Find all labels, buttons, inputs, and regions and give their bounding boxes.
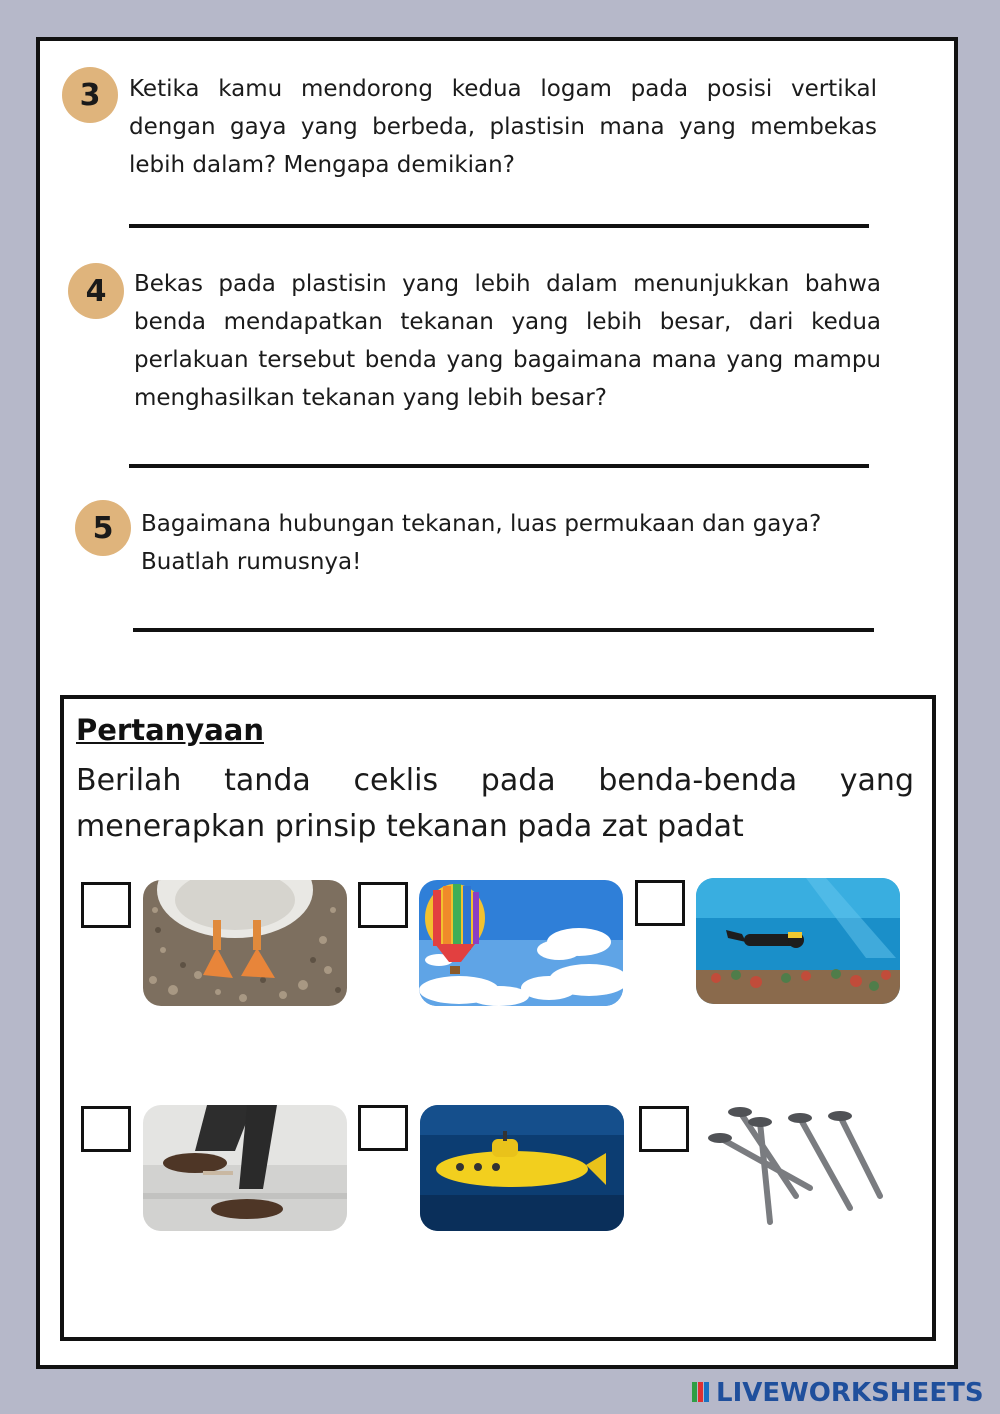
answer-line-4[interactable] bbox=[129, 464, 869, 468]
submarine-photo bbox=[420, 1105, 624, 1231]
liveworksheets-logo-icon bbox=[692, 1380, 712, 1404]
checkbox-nails[interactable] bbox=[639, 1106, 689, 1152]
shoes-photo bbox=[143, 1105, 347, 1231]
checkbox-duck-feet[interactable] bbox=[81, 882, 131, 928]
section-instruction: Berilah tanda ceklis pada benda-benda yang menerapkan prinsip tekanan pada zat padat bbox=[76, 763, 914, 844]
answer-line-5[interactable] bbox=[133, 628, 874, 632]
diver-photo bbox=[696, 878, 900, 1004]
question-4-badge: 4 bbox=[68, 263, 124, 319]
answer-line-3[interactable] bbox=[129, 224, 869, 228]
checkbox-hot-air-balloon[interactable] bbox=[358, 882, 408, 928]
section-title: Pertanyaan bbox=[76, 713, 264, 747]
checkbox-diver[interactable] bbox=[635, 880, 685, 926]
checkbox-shoes[interactable] bbox=[81, 1106, 131, 1152]
question-3-text: Ketika kamu mendorong kedua logam pada posisi vertikal dengan gaya yang berbeda, plastisin mana yang membekas lebih dalam? Mengapa demikian? bbox=[129, 76, 877, 178]
question-5-badge: 5 bbox=[75, 500, 131, 556]
question-4-text: Bekas pada plastisin yang lebih dalam menunjukkan bahwa benda mendapatkan tekanan yang lebih besar, dari kedua perlakuan tersebut benda yang bagaimana mana yang mampu menghasilkan tekanan yang lebih besar? bbox=[134, 271, 881, 411]
question-5-text: Bagaimana hubungan tekanan, luas permukaan dan gaya? Buatlah rumusnya! bbox=[141, 511, 822, 575]
hot-air-balloon-photo bbox=[419, 880, 623, 1006]
question-3-badge: 3 bbox=[62, 67, 118, 123]
brand-name[interactable]: LIVEWORKSHEETS bbox=[716, 1378, 984, 1408]
duck-feet-photo bbox=[143, 880, 347, 1006]
checkbox-submarine[interactable] bbox=[358, 1105, 408, 1151]
nails-photo bbox=[700, 1102, 904, 1228]
